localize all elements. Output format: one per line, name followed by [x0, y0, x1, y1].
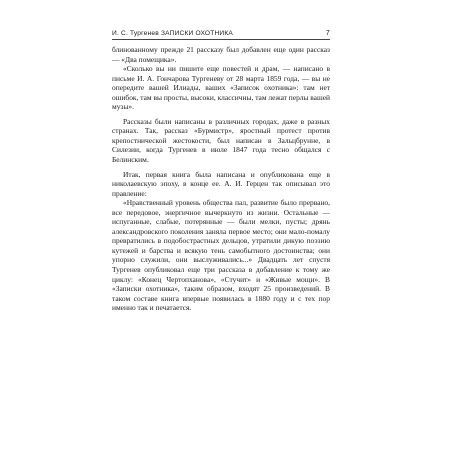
running-head: И. С. Тургенев ЗАПИСКИ ОХОТНИКА [112, 30, 234, 37]
paragraph: Рассказы были написаны в различных городах, даже в разных странах. Так, рассказ «Бурмистр», яростный протест против крепостнической жестокости, был написан в Зальцбрунне, в Силезии, когда Тургенев в июле 1847 года тесно общался с Белинским. [112, 116, 330, 165]
running-header [112, 30, 330, 40]
paragraph: блинованному прежде 21 рассказу был добавлен еще один рассказ — «Два помещика». [112, 45, 330, 64]
page-number: 7 [325, 30, 330, 37]
paragraph: «Нравственный уровень общества пал, развитие было прервано, все передовое, энергичное вычеркнуто из жизни. Остальные — испуганные, слабые, потерянные — были мелки, пусты; дрянь александровского поколения заняла первое место; они мало-помалу превратились в подобострастных дельцов, утратили дикую поэзию кутежей и барства и всякую тень самобытного достоинства; они упорно служили, они выслуживались...» Двадцать лет спустя Тургенев опубликовал еще три рассказа в добавление к тому же циклу: «Конец Чертопханова», «Стучит» и «Живые мощи». В «Записки охотника», таким образом, входят 25 произведений. В таком составе книга впервые появилась в 1880 году и с тех пор именно так и печатается. [112, 198, 330, 313]
paragraph: Итак, первая книга была написана и опубликована еще в николаевскую эпоху, в конце ее. А. И. Герцен так описывал это правление: [112, 169, 330, 198]
paragraph: «Сколько вы ни пишите еще повестей и драм, — написано в письме И. А. Гончарова Тургеневу от 28 марта 1859 года, — вы не опередите вашей Илиады, ваших «Записок охотника»: там нет ошибок, там вы просты, высоки, классичны, там лежат перлы вашей музы». [112, 64, 330, 112]
page-body [112, 45, 330, 313]
